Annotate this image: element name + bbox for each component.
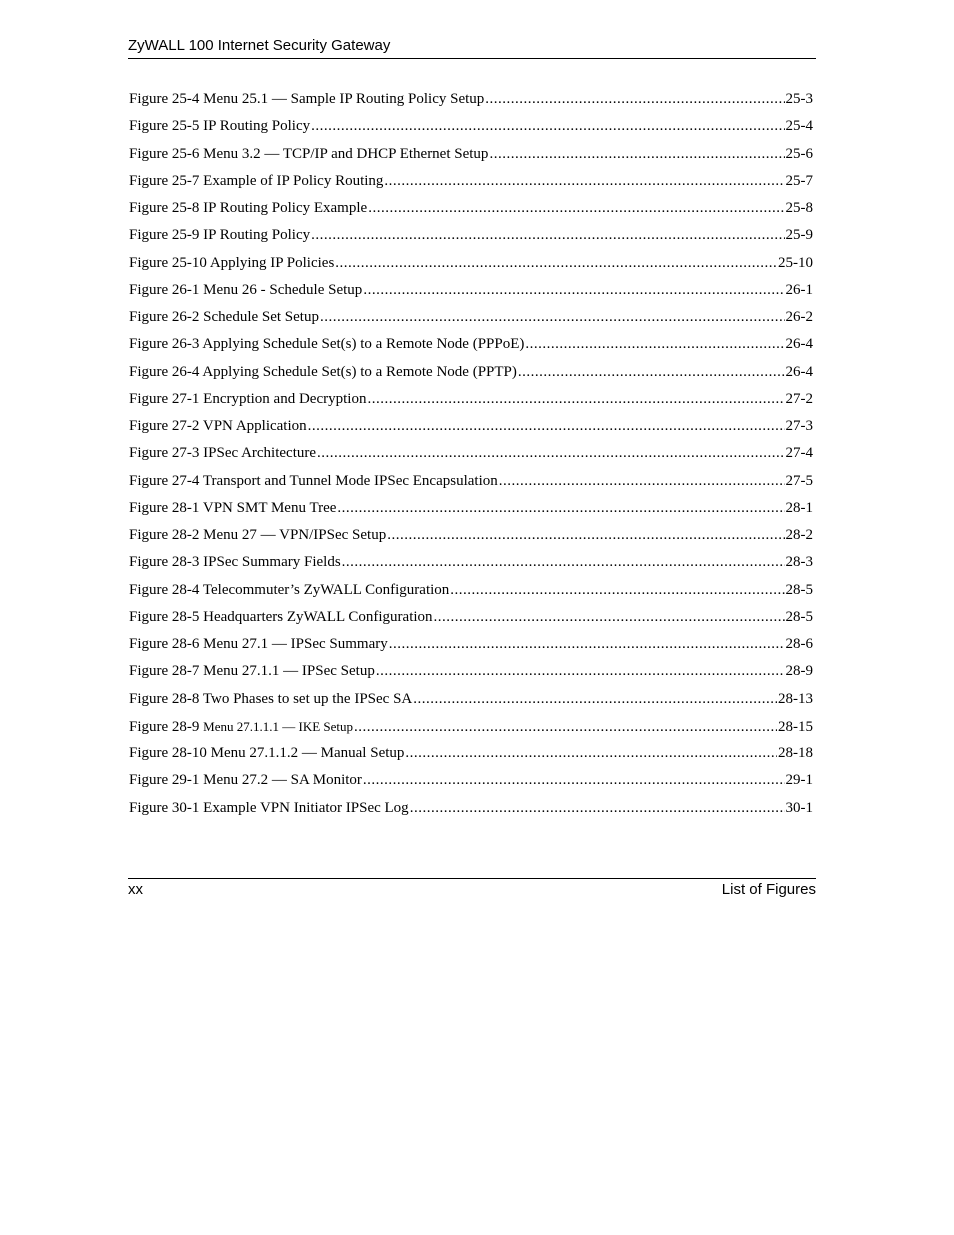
dot-leader [384,168,784,195]
toc-entry[interactable] [129,195,813,222]
toc-entry-title: Figure 26-3 Applying Schedule Set(s) to a Remote Node (PPPoE) [129,336,525,353]
dot-leader [317,440,784,467]
toc-entry-title: Figure 28-2 Menu 27 — VPN/IPSec Setup [129,527,387,543]
toc-entry-title: Figure 29-1 Menu 27.2 — SA Monitor [129,772,362,789]
toc-entry-page: 25-10 [778,254,813,271]
toc-entry-title: Figure 26-2 Schedule Set Setup [129,309,319,325]
toc-entry[interactable] [129,359,813,386]
toc-entry-title: Figure 28-10 Menu 27.1.1.2 — Manual Setup [129,745,405,761]
toc-entry-title: Figure 27-3 IPSec Architecture [129,445,317,462]
toc-entry-page: 27-3 [785,418,813,434]
toc-entry[interactable] [129,222,813,249]
toc-entry-page: 28-5 [785,608,813,625]
toc-entry-page: 26-2 [785,309,813,325]
toc-entry[interactable] [129,658,813,685]
dot-leader [335,250,777,277]
toc-entry-page: 27-4 [785,445,813,462]
toc-entry[interactable] [129,304,813,331]
toc-entry[interactable] [129,495,813,522]
toc-entry[interactable] [129,331,813,358]
toc-entry-page: 28-18 [778,745,813,761]
dot-leader [485,86,784,113]
toc-entry-page: 26-4 [785,336,813,353]
toc-entry-page: 26-1 [785,281,813,298]
dot-leader [342,549,785,576]
toc-entry-title: Figure 25-8 IP Routing Policy Example [129,200,368,216]
toc-entry-page: 28-6 [785,636,813,652]
toc-entry-page: 25-4 [785,118,813,135]
toc-entry[interactable] [129,141,813,168]
footer-section: List of Figures [721,881,816,898]
dot-leader [311,113,784,140]
toc-entry-title: Figure 28-1 VPN SMT Menu Tree [129,499,337,516]
toc-entry[interactable] [129,168,813,195]
toc-entry-title: Figure 30-1 Example VPN Initiator IPSec Log [129,799,409,816]
toc-entry-page: 28-3 [785,554,813,571]
toc-entry-title: Figure 25-10 Applying IP Policies [129,254,335,271]
toc-entry-page: 25-8 [785,200,813,216]
toc-entry-title: Figure 27-1 Encryption and Decryption [129,390,367,407]
toc-entry-page: 28-9 [785,663,813,680]
toc-entry-title: Figure 27-2 VPN Application [129,418,307,434]
running-footer [128,878,816,900]
toc-entry[interactable] [129,468,813,495]
toc-entry-title: Figure 25-9 IP Routing Policy [129,227,311,244]
toc-entry[interactable] [129,113,813,140]
toc-entry-page: 28-1 [785,499,813,516]
toc-entry-page: 28-13 [778,690,813,707]
toc-entry-title: Figure 25-6 Menu 3.2 — TCP/IP and DHCP Ethernet Setup [129,145,489,162]
list-of-figures [129,86,813,822]
toc-entry-title: Figure 26-1 Menu 26 - Schedule Setup [129,281,363,298]
dot-leader [308,413,785,440]
toc-entry-title: Figure 28-3 IPSec Summary Fields [129,554,341,571]
dot-leader [405,740,777,767]
toc-entry[interactable] [129,631,813,658]
toc-entry[interactable] [129,250,813,277]
footer-page-number: xx [128,881,143,898]
toc-entry-title: Figure 25-7 Example of IP Policy Routing [129,172,384,189]
dot-leader [489,141,784,168]
toc-entry-title: Figure 28-8 Two Phases to set up the IPSec SA [129,690,413,707]
dot-leader [525,331,784,358]
toc-entry-page: 25-7 [785,172,813,189]
toc-entry-title-wrap [129,713,353,740]
toc-entry-title: Figure 28-7 Menu 27.1.1 — IPSec Setup [129,663,375,680]
toc-entry-page: 29-1 [785,772,813,789]
dot-leader [450,577,784,604]
toc-entry-title: Figure 26-4 Applying Schedule Set(s) to a Remote Node (PPTP) [129,363,517,380]
toc-entry-page: 27-5 [785,472,813,489]
toc-entry-page: 28-15 [778,718,813,735]
toc-entry-page: 27-2 [785,390,813,407]
toc-entry-title: Figure 27-4 Transport and Tunnel Mode IPSec Encapsulation [129,472,498,489]
toc-entry-page: 25-6 [785,145,813,162]
toc-entry[interactable] [129,713,813,740]
dot-leader [389,631,785,658]
toc-entry[interactable] [129,577,813,604]
dot-leader [434,604,785,631]
dot-leader [320,304,785,331]
toc-entry[interactable] [129,686,813,713]
dot-leader [311,222,784,249]
dot-leader [413,686,777,713]
toc-entry-title: Figure 28-6 Menu 27.1 — IPSec Summary [129,636,388,652]
running-header [128,36,816,59]
toc-entry[interactable] [129,795,813,822]
toc-entry[interactable] [129,413,813,440]
toc-entry-page: 26-4 [785,363,813,380]
toc-entry[interactable] [129,604,813,631]
toc-entry-title: Figure 25-5 IP Routing Policy [129,118,311,135]
toc-entry[interactable] [129,440,813,467]
dot-leader [354,714,777,740]
header-title: ZyWALL 100 Internet Security Gateway [128,37,391,54]
dot-leader [410,795,785,822]
toc-entry[interactable] [129,522,813,549]
toc-entry[interactable] [129,386,813,413]
toc-entry-title: Figure 28-5 Headquarters ZyWALL Configuration [129,608,433,625]
dot-leader [518,359,785,386]
toc-entry-page: 28-5 [785,581,813,598]
dot-leader [387,522,784,549]
toc-entry[interactable] [129,767,813,794]
dot-leader [337,495,784,522]
toc-entry[interactable] [129,740,813,767]
dot-leader [376,658,785,685]
toc-entry[interactable] [129,549,813,576]
toc-entry-page: 28-2 [785,527,813,543]
toc-entry-page: 25-9 [785,227,813,244]
toc-entry-title: Figure 28-4 Telecommuter’s ZyWALL Configuration [129,581,450,598]
toc-entry-title: Figure 25-4 Menu 25.1 — Sample IP Routing Policy Setup [129,91,485,107]
toc-entry[interactable] [129,277,813,304]
dot-leader [368,195,784,222]
toc-entry-page: 30-1 [785,799,813,816]
toc-entry-title: Figure 28-9 [129,718,200,735]
dot-leader [363,277,784,304]
dot-leader [499,468,785,495]
toc-entry[interactable] [129,86,813,113]
dot-leader [363,767,785,794]
toc-entry-page: 25-3 [785,91,813,107]
toc-entry-title-small: Menu 27.1.1.1 — IKE Setup [203,718,354,734]
dot-leader [367,386,784,413]
